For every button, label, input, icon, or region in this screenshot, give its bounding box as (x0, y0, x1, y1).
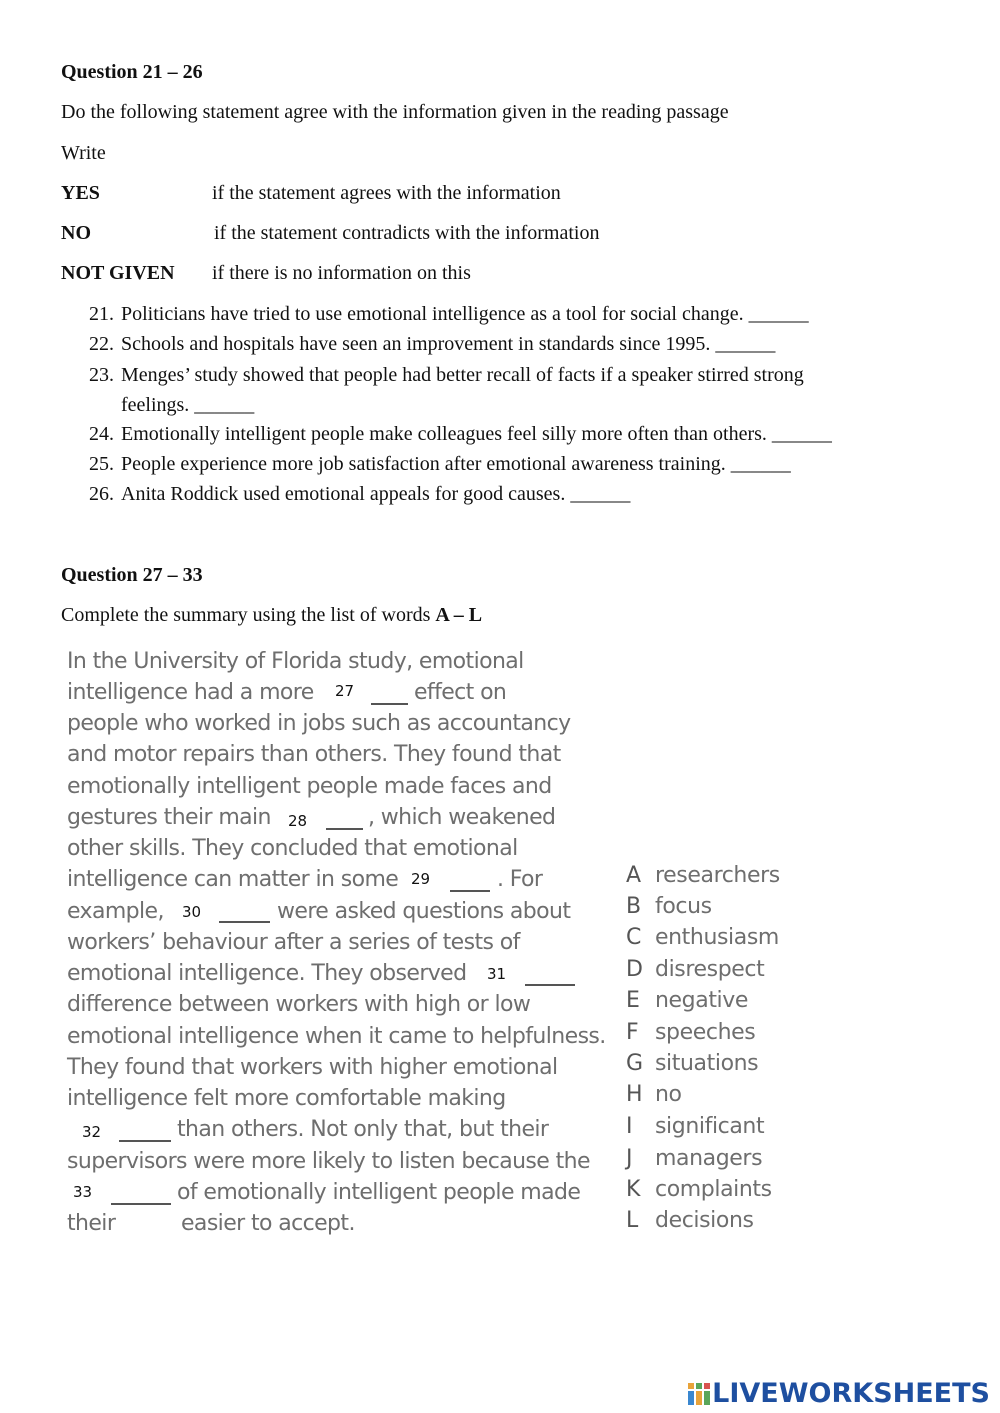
option-word-h: no (655, 1082, 682, 1107)
section-title-21-26: Question 21 – 26 (61, 61, 203, 83)
gap-number-28: 28 (288, 812, 308, 830)
key-no-desc: if the statement contradicts with the information (214, 222, 600, 244)
option-word-c: enthusiasm (655, 925, 779, 950)
statement-text-continued: feelings. ______ (121, 394, 255, 416)
summary-line: They found that workers with higher emotional (67, 1055, 558, 1080)
option-letter-l: L (626, 1208, 639, 1233)
gap-number-31: 31 (487, 965, 507, 983)
option-word-g: situations (655, 1051, 759, 1076)
key-no-term: NO (61, 222, 91, 244)
key-yes-desc: if the statement agrees with the information (212, 182, 561, 204)
statement-text: Anita Roddick used emotional appeals for good causes. ______ (121, 483, 631, 505)
gap-blank-33[interactable] (111, 1203, 171, 1205)
gap-blank-31[interactable] (525, 984, 575, 986)
key-not-given-desc: if there is no information on this (212, 262, 471, 284)
option-word-d: disrespect (655, 957, 765, 982)
gap-blank-32[interactable] (119, 1140, 171, 1142)
section-title-27-33: Question 27 – 33 (61, 564, 203, 586)
option-word-a: researchers (655, 863, 780, 888)
summary-line: In the University of Florida study, emotional (67, 649, 524, 674)
option-letter-d: D (626, 957, 643, 982)
option-letter-k: K (626, 1177, 641, 1202)
summary-line: effect on (414, 680, 507, 705)
statement-number: 24. (89, 423, 114, 445)
summary-line: their (67, 1211, 116, 1236)
summary-line: difference between workers with high or low (67, 992, 531, 1017)
option-letter-b: B (626, 894, 642, 919)
option-letter-g: G (626, 1051, 644, 1076)
summary-line: intelligence can matter in some (67, 867, 399, 892)
summary-line: workers’ behaviour after a series of tests of (67, 930, 520, 955)
statement-text: People experience more job satisfaction after emotional awareness training. ______ (121, 453, 791, 475)
write-label: Write (61, 142, 106, 164)
summary-line: than others. Not only that, but their (177, 1117, 549, 1142)
statement-text: Menges’ study showed that people had better recall of facts if a speaker stirred strong (121, 364, 804, 386)
statement-text: Schools and hospitals have seen an improvement in standards since 1995. ______ (121, 333, 776, 355)
summary-line: gestures their main (67, 805, 271, 830)
summary-line: intelligence had a more (67, 680, 314, 705)
summary-line: emotional intelligence. They observed (67, 961, 467, 986)
gap-blank-29[interactable] (450, 890, 490, 892)
liveworksheets-wordmark: LIVEWORKSHEETS (712, 1378, 990, 1409)
gap-blank-28[interactable] (326, 828, 363, 830)
liveworksheets-mark-icon (688, 1383, 710, 1405)
gap-number-30: 30 (182, 903, 202, 921)
summary-line: easier to accept. (181, 1211, 355, 1236)
summary-line: example, (67, 899, 164, 924)
summary-line: intelligence felt more comfortable making (67, 1086, 506, 1111)
gap-number-32: 32 (82, 1123, 102, 1141)
option-word-b: focus (655, 894, 712, 919)
statement-number: 26. (89, 483, 114, 505)
summary-line: supervisors were more likely to listen because the (67, 1149, 590, 1174)
gap-blank-27[interactable] (371, 703, 408, 705)
statement-number: 23. (89, 364, 114, 386)
summary-line: , which weakened (368, 805, 556, 830)
gap-blank-30[interactable] (219, 921, 270, 923)
statement-number: 25. (89, 453, 114, 475)
summary-line: . For (497, 867, 543, 892)
key-yes-term: YES (61, 182, 100, 204)
gap-number-27: 27 (335, 682, 355, 700)
summary-line: emotionally intelligent people made faces and (67, 774, 552, 799)
option-letter-j: J (626, 1146, 633, 1171)
summary-instruction (61, 604, 482, 627)
summary-line: were asked questions about (277, 899, 571, 924)
gap-number-29: 29 (411, 870, 431, 888)
option-letter-f: F (626, 1020, 639, 1045)
key-not-given-term: NOT GIVEN (61, 262, 175, 284)
summary-line: people who worked in jobs such as accountancy (67, 711, 571, 736)
option-letter-e: E (626, 988, 640, 1013)
statement-number: 22. (89, 333, 114, 355)
instruction-text: Do the following statement agree with the information given in the reading passage (61, 101, 729, 123)
gap-number-33: 33 (73, 1183, 93, 1201)
instruction-prefix: Complete the summary using the list of words (61, 604, 436, 626)
option-letter-a: A (626, 863, 642, 888)
statement-text: Politicians have tried to use emotional intelligence as a tool for social change. ______ (121, 303, 809, 325)
statement-number: 21. (89, 303, 114, 325)
summary-line: and motor repairs than others. They found that (67, 742, 561, 767)
option-word-e: negative (655, 988, 749, 1013)
option-letter-c: C (626, 925, 642, 950)
option-word-i: significant (655, 1114, 765, 1139)
option-word-k: complaints (655, 1177, 772, 1202)
statement-text: Emotionally intelligent people make colleagues feel silly more often than others. ______ (121, 423, 832, 445)
option-word-f: speeches (655, 1020, 756, 1045)
summary-line: emotional intelligence when it came to helpfulness. (67, 1024, 606, 1049)
option-word-l: decisions (655, 1208, 754, 1233)
summary-line: of emotionally intelligent people made (177, 1180, 581, 1205)
option-letter-h: H (626, 1082, 643, 1107)
option-word-j: managers (655, 1146, 763, 1171)
option-letter-i: I (626, 1114, 633, 1139)
instruction-range: A – L (435, 604, 483, 626)
summary-line: other skills. They concluded that emotional (67, 836, 518, 861)
liveworksheets-logo (688, 1378, 990, 1409)
